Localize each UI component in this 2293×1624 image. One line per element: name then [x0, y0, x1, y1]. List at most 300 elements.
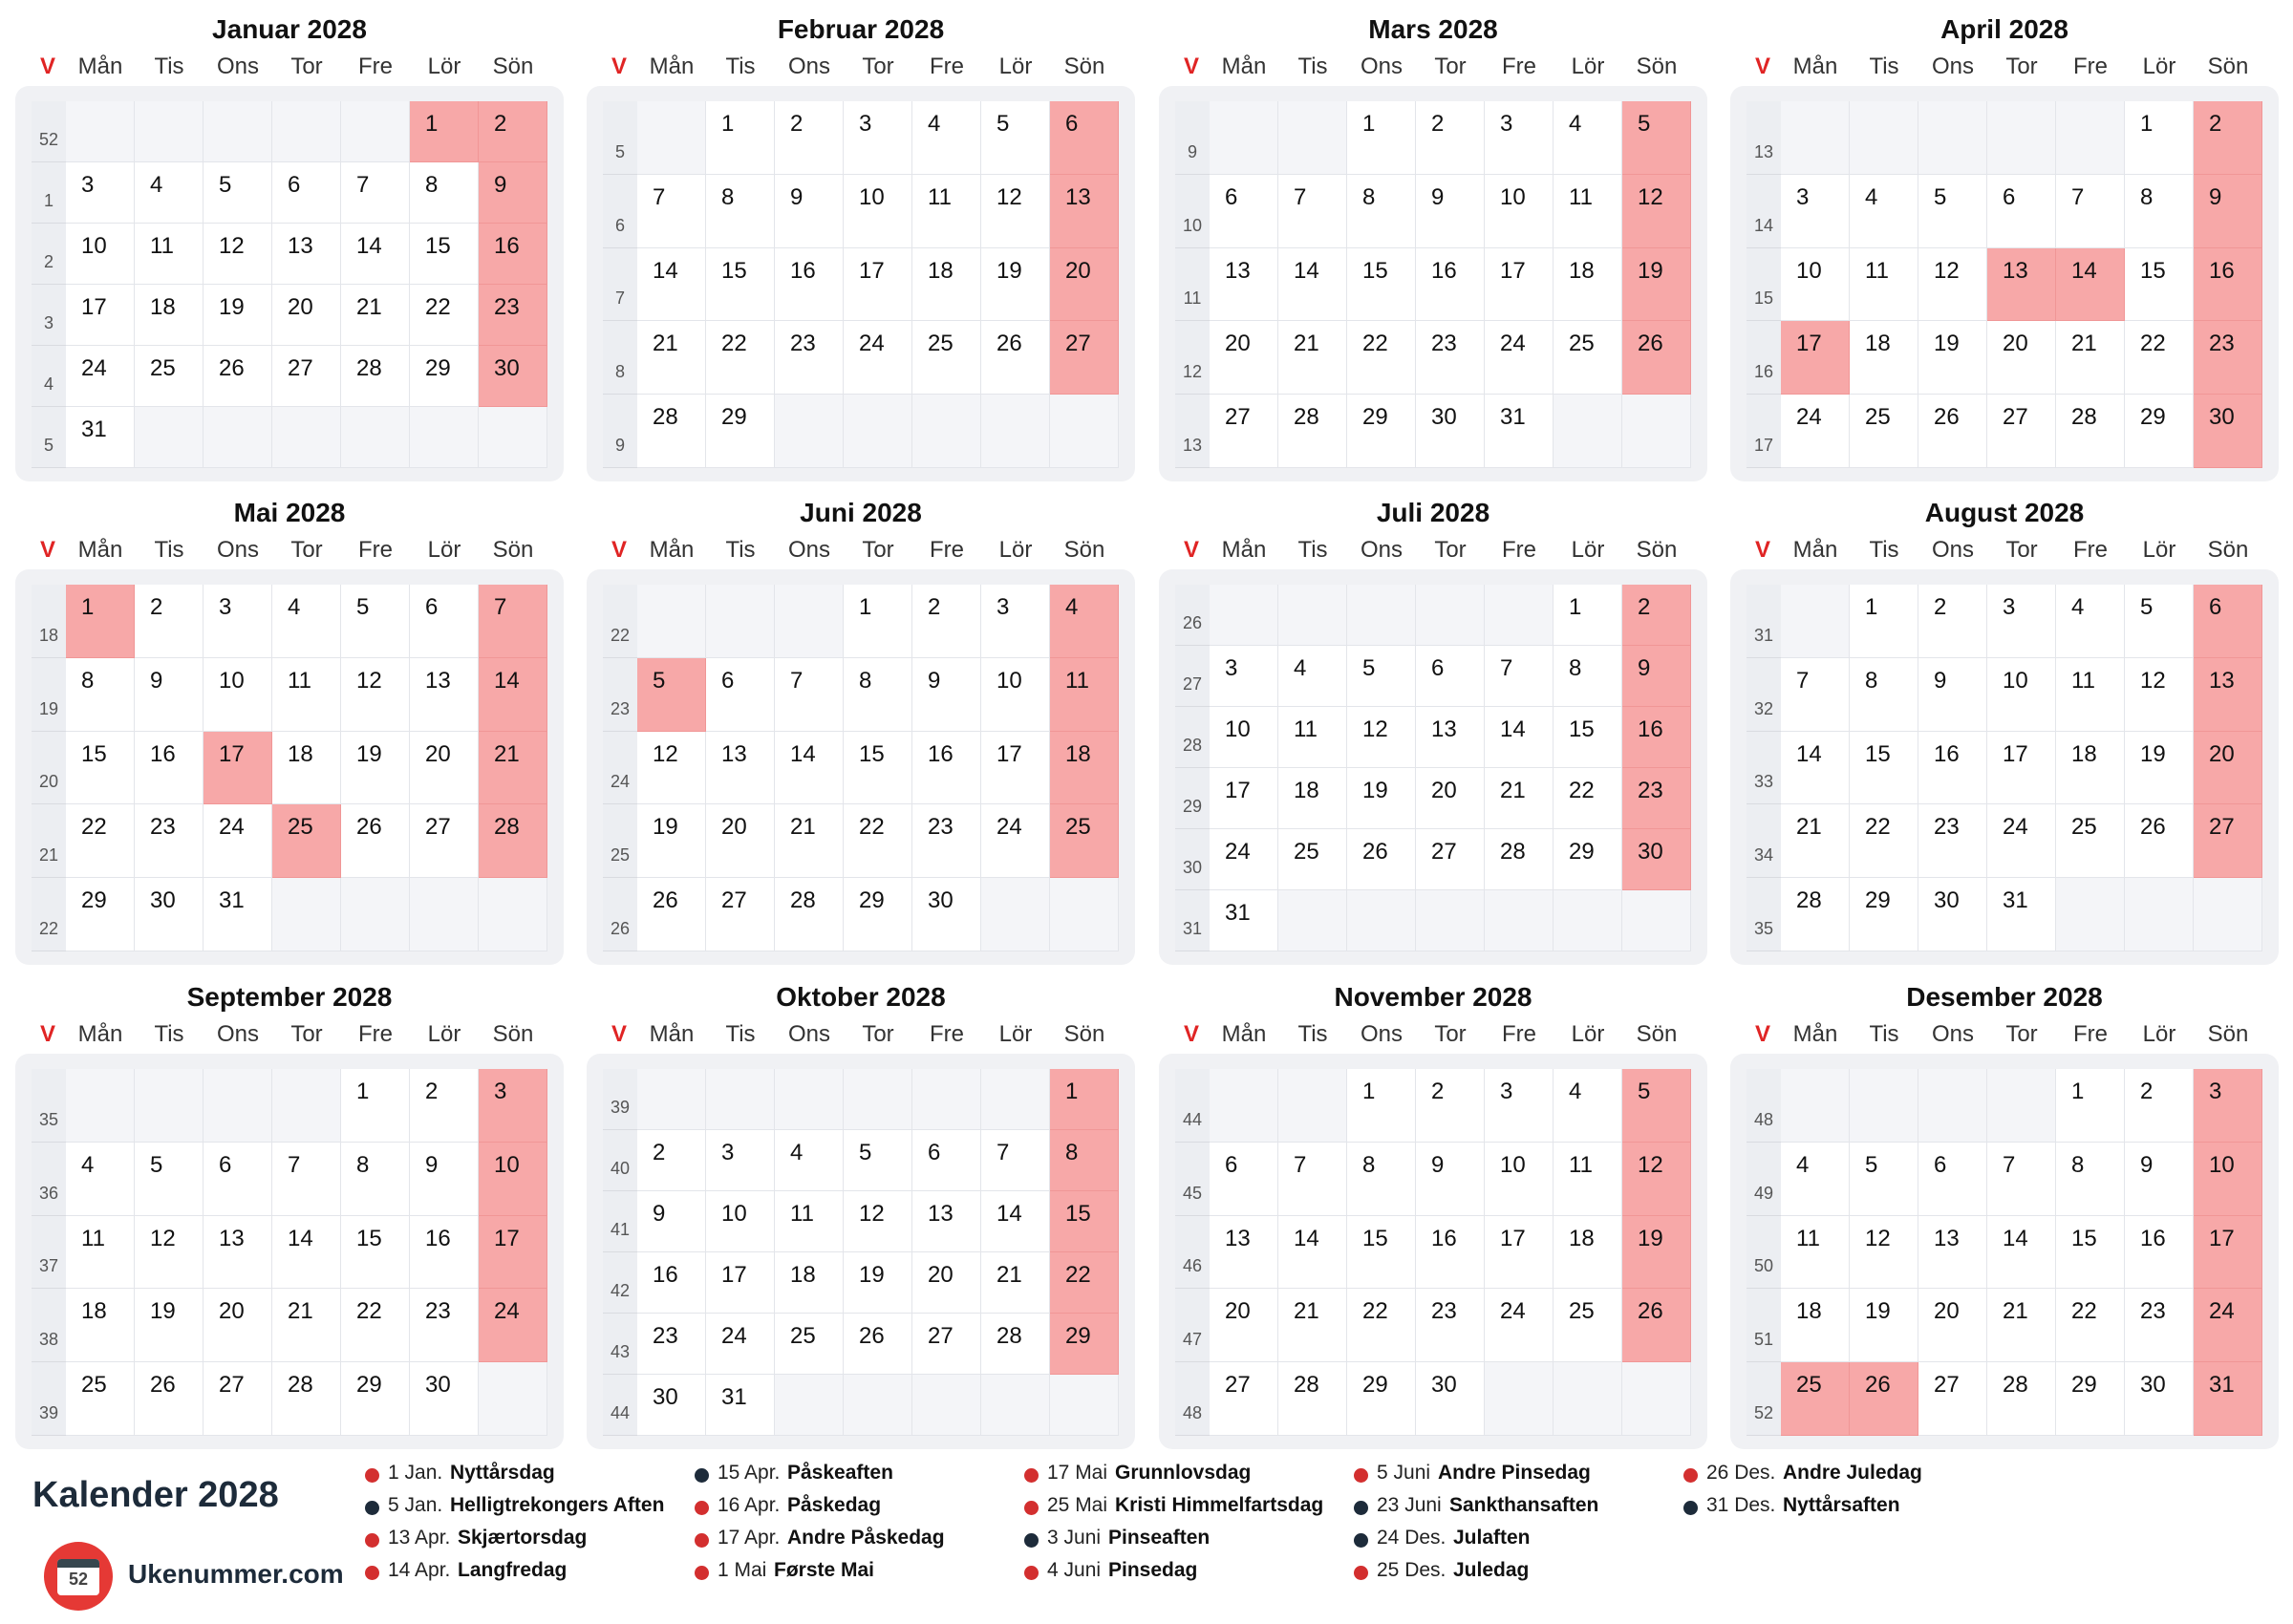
day-cell — [2056, 804, 2125, 878]
day-cell — [706, 878, 775, 951]
day-number: 4 — [2071, 594, 2085, 620]
day-number: 11 — [2071, 667, 2095, 694]
holiday-date: 17 Mai — [1047, 1462, 1108, 1484]
day-cell — [981, 804, 1050, 878]
day-number: 23 — [2140, 1298, 2166, 1325]
weekday-label: Tis — [725, 537, 756, 563]
day-number: 3 — [1796, 183, 1810, 210]
day-number: 16 — [790, 257, 816, 284]
day-cell — [912, 1191, 981, 1252]
day-number: 27 — [219, 1372, 245, 1399]
weekday-label: Tis — [1297, 537, 1328, 563]
day-cell — [1781, 878, 1850, 951]
week-number-text: 50 — [1753, 1256, 1774, 1276]
empty-cell — [1850, 101, 1918, 175]
weekday-label: Ons — [1360, 537, 1403, 563]
day-number: 6 — [1431, 655, 1445, 681]
weekday-label: Ons — [787, 1021, 830, 1047]
empty-cell — [981, 1375, 1050, 1436]
week-number — [603, 1375, 637, 1436]
month-title: November 2028 — [1334, 982, 1532, 1012]
empty-cell — [135, 407, 204, 468]
day-number: 6 — [2209, 594, 2222, 620]
day-cell — [2194, 1143, 2262, 1216]
day-number: 17 — [1796, 331, 1822, 357]
day-number: 15 — [1362, 1225, 1388, 1251]
holiday-date: 31 Des. — [1706, 1494, 1776, 1516]
week-number-text: 44 — [1182, 1109, 1203, 1129]
day-number: 5 — [219, 172, 232, 198]
weekday-label: Lör — [1571, 1021, 1605, 1047]
weekday-label: Fre — [930, 537, 964, 563]
week-number-text: 16 — [1753, 362, 1774, 382]
week-number — [1747, 1069, 1781, 1143]
day-number: 5 — [2140, 594, 2154, 620]
day-cell — [775, 248, 844, 322]
holiday-name: Pinseaften — [1108, 1527, 1211, 1549]
holiday-name: Påskedag — [787, 1494, 882, 1516]
day-number: 28 — [1294, 404, 1319, 431]
day-number: 2 — [150, 594, 163, 620]
day-cell — [1278, 707, 1347, 768]
day-number: 30 — [1934, 887, 1960, 914]
day-number: 24 — [494, 1298, 520, 1325]
day-number: 3 — [996, 594, 1010, 620]
day-cell — [1987, 175, 2056, 248]
day-number: 1 — [1865, 594, 1878, 620]
day-number: 8 — [721, 183, 735, 210]
day-number: 23 — [790, 331, 816, 357]
day-cell — [135, 1216, 204, 1290]
day-cell — [981, 101, 1050, 175]
weekday-header — [1159, 537, 1707, 566]
day-cell — [1622, 707, 1691, 768]
weekday-label: Tor — [1434, 53, 1467, 79]
day-number: 15 — [356, 1225, 382, 1251]
day-cell — [1210, 395, 1278, 468]
day-number: 20 — [928, 1262, 954, 1288]
day-number: 5 — [859, 1140, 872, 1165]
holiday-date: 5 Juni — [1377, 1462, 1431, 1484]
day-cell — [341, 285, 410, 346]
day-number: 26 — [653, 887, 678, 914]
day-cell — [1485, 1143, 1554, 1216]
empty-cell — [66, 101, 135, 162]
day-number: 3 — [81, 172, 95, 198]
holiday-dot-icon — [695, 1566, 709, 1580]
day-cell — [2056, 1362, 2125, 1436]
day-cell — [410, 1362, 479, 1436]
holiday-name: Første Mai — [774, 1559, 875, 1581]
day-cell — [637, 321, 706, 395]
day-number: 9 — [150, 667, 163, 694]
day-number: 7 — [996, 1140, 1010, 1165]
day-cell — [1347, 1289, 1416, 1362]
day-cell — [1347, 1362, 1416, 1436]
week-number — [603, 248, 637, 322]
day-number: 28 — [494, 814, 520, 841]
weekday-label: Lör — [1571, 537, 1605, 563]
day-cell — [1416, 321, 1485, 395]
month-grid — [1747, 585, 2262, 951]
day-cell — [775, 658, 844, 732]
weekday-label: Lör — [427, 53, 461, 79]
weekday-label: Lör — [998, 537, 1033, 563]
day-cell — [2125, 585, 2194, 658]
day-number: 22 — [1065, 1262, 1091, 1288]
day-cell — [341, 1362, 410, 1436]
weekday-label: Tor — [290, 53, 323, 79]
day-number: 8 — [356, 1151, 370, 1178]
day-cell — [66, 658, 135, 732]
day-number: 21 — [494, 740, 520, 767]
day-number: 15 — [721, 257, 747, 284]
day-number: 20 — [2209, 740, 2235, 767]
day-number: 8 — [1569, 655, 1582, 681]
weekday-label: Tis — [1297, 1021, 1328, 1047]
week-number-text: 10 — [1182, 215, 1203, 235]
day-number: 5 — [1865, 1151, 1878, 1178]
day-cell — [1987, 878, 2056, 951]
day-cell — [1050, 248, 1119, 322]
day-cell — [1987, 321, 2056, 395]
day-number: 25 — [2071, 814, 2097, 841]
day-number: 1 — [1362, 1079, 1376, 1104]
day-cell — [1210, 890, 1278, 951]
day-cell — [1622, 1069, 1691, 1143]
day-number: 21 — [288, 1298, 313, 1325]
day-cell — [775, 804, 844, 878]
empty-cell — [410, 407, 479, 468]
weekday-label: Sön — [492, 53, 534, 79]
day-cell — [1050, 658, 1119, 732]
day-cell — [775, 321, 844, 395]
week-number-text: 31 — [1753, 625, 1774, 645]
day-number: 16 — [494, 233, 520, 259]
day-number: 31 — [219, 887, 245, 914]
holiday-name: Julaften — [1453, 1527, 1531, 1549]
weekday-label: Lör — [2142, 53, 2176, 79]
day-cell — [1781, 175, 1850, 248]
month-grid — [32, 101, 547, 468]
day-number: 22 — [425, 294, 451, 320]
empty-cell — [479, 407, 547, 468]
week-number — [32, 285, 66, 346]
weekday-label: Sön — [492, 537, 534, 563]
day-cell — [479, 585, 547, 658]
day-number: 25 — [1569, 331, 1595, 357]
day-number: 15 — [1569, 716, 1595, 742]
day-cell — [1987, 732, 2056, 805]
day-number: 1 — [425, 111, 439, 137]
week-column-label: V — [611, 537, 627, 563]
weekday-header — [1730, 1021, 2279, 1050]
week-number — [32, 658, 66, 732]
site-name[interactable]: Ukenummer.com — [128, 1559, 344, 1589]
day-number: 2 — [928, 594, 941, 620]
day-cell — [204, 658, 272, 732]
day-cell — [66, 346, 135, 407]
weekday-label: Ons — [216, 53, 259, 79]
week-number-text: 9 — [1187, 141, 1197, 161]
day-number: 5 — [1638, 1079, 1651, 1104]
weekday-label: Fre — [358, 1021, 393, 1047]
day-number: 18 — [1294, 778, 1319, 803]
day-cell — [2194, 175, 2262, 248]
holiday-dot-icon — [1354, 1566, 1368, 1580]
day-cell — [1781, 395, 1850, 468]
day-number: 20 — [288, 294, 313, 320]
day-cell — [341, 1289, 410, 1362]
day-cell — [637, 1314, 706, 1375]
week-number — [32, 101, 66, 162]
day-number: 13 — [1225, 257, 1251, 284]
empty-cell — [1278, 890, 1347, 951]
day-cell — [272, 1216, 341, 1290]
weekday-label: Ons — [1931, 53, 1974, 79]
day-number: 10 — [2209, 1151, 2235, 1178]
week-number — [1747, 732, 1781, 805]
day-cell — [1918, 1216, 1987, 1290]
day-cell — [706, 1375, 775, 1436]
day-cell — [479, 1216, 547, 1290]
empty-cell — [204, 407, 272, 468]
day-number: 4 — [81, 1151, 95, 1178]
week-number — [1747, 175, 1781, 248]
day-number: 12 — [1934, 257, 1960, 284]
day-number: 15 — [1065, 1201, 1091, 1227]
day-cell — [706, 1130, 775, 1191]
day-cell — [1347, 829, 1416, 890]
weekday-label: Mån — [1792, 537, 1838, 563]
empty-cell — [1987, 1069, 2056, 1143]
day-number: 11 — [1294, 716, 1318, 742]
holiday-date: 13 Apr. — [388, 1527, 451, 1549]
day-cell — [1050, 1069, 1119, 1130]
day-cell — [204, 1289, 272, 1362]
week-number-text: 15 — [1753, 288, 1774, 309]
day-number: 31 — [2209, 1372, 2235, 1399]
weekday-label: Tis — [1869, 537, 1899, 563]
week-number-text: 5 — [43, 436, 54, 455]
empty-cell — [844, 395, 912, 468]
day-cell — [1554, 768, 1622, 829]
weekday-label: Lör — [998, 53, 1033, 79]
day-cell — [1987, 1362, 2056, 1436]
day-cell — [2056, 1143, 2125, 1216]
day-number: 9 — [653, 1201, 666, 1227]
day-number: 2 — [1431, 1079, 1445, 1104]
logo-number: 52 — [68, 1570, 89, 1589]
day-cell — [1347, 646, 1416, 707]
week-number-text: 3 — [43, 313, 54, 332]
day-cell — [637, 804, 706, 878]
day-cell — [1622, 585, 1691, 646]
day-cell — [1416, 395, 1485, 468]
day-cell — [1347, 175, 1416, 248]
day-cell — [272, 1143, 341, 1216]
day-cell — [204, 224, 272, 285]
weekday-header — [15, 537, 564, 566]
day-cell — [1416, 829, 1485, 890]
day-cell — [2125, 1289, 2194, 1362]
day-number: 2 — [2140, 1079, 2154, 1104]
holiday-dot-icon — [1354, 1468, 1368, 1483]
month-grid — [603, 585, 1119, 951]
day-cell — [204, 1143, 272, 1216]
week-number — [32, 732, 66, 805]
week-number — [1175, 707, 1210, 768]
day-cell — [1210, 321, 1278, 395]
week-number-text: 31 — [1182, 919, 1203, 938]
day-cell — [2056, 1289, 2125, 1362]
day-number: 31 — [1225, 900, 1251, 926]
day-number: 6 — [928, 1140, 941, 1165]
week-number-text: 49 — [1753, 1183, 1774, 1203]
day-cell — [1416, 1143, 1485, 1216]
day-number: 3 — [1225, 655, 1238, 681]
day-cell — [1485, 1289, 1554, 1362]
empty-cell — [1050, 1375, 1119, 1436]
day-cell — [1850, 1216, 1918, 1290]
day-number: 25 — [81, 1372, 107, 1399]
day-number: 17 — [81, 294, 107, 320]
week-number-text: 9 — [614, 435, 625, 455]
day-number: 30 — [1431, 1372, 1457, 1399]
day-number: 19 — [859, 1262, 885, 1288]
weekday-label: Mån — [77, 537, 123, 563]
holiday-dot-icon — [1683, 1501, 1698, 1515]
day-cell — [66, 1143, 135, 1216]
day-number: 26 — [1934, 404, 1960, 431]
day-number: 5 — [996, 111, 1010, 137]
day-number: 26 — [1638, 331, 1663, 357]
day-number: 1 — [1569, 594, 1582, 620]
day-number: 13 — [2003, 257, 2028, 284]
empty-cell — [2056, 878, 2125, 951]
day-number: 23 — [1638, 778, 1663, 803]
day-cell — [66, 585, 135, 658]
day-number: 10 — [1796, 257, 1822, 284]
holiday-date: 4 Juni — [1047, 1559, 1102, 1581]
day-number: 2 — [1638, 594, 1651, 620]
day-cell — [479, 658, 547, 732]
day-cell — [410, 285, 479, 346]
empty-cell — [1987, 101, 2056, 175]
weekday-label: Mån — [649, 1021, 695, 1047]
day-number: 9 — [2140, 1151, 2154, 1178]
day-cell — [1987, 1143, 2056, 1216]
day-number: 22 — [356, 1298, 382, 1325]
day-number: 7 — [288, 1151, 301, 1178]
day-number: 30 — [494, 355, 520, 381]
day-cell — [272, 224, 341, 285]
day-cell — [1850, 585, 1918, 658]
holiday-dot-icon — [695, 1501, 709, 1515]
holiday-dot-icon — [1024, 1533, 1039, 1548]
weekday-label: Ons — [787, 537, 830, 563]
day-cell — [1347, 101, 1416, 175]
week-number — [1175, 646, 1210, 707]
day-number: 13 — [1225, 1225, 1251, 1251]
empty-cell — [1781, 1069, 1850, 1143]
empty-cell — [844, 1069, 912, 1130]
empty-cell — [1850, 1069, 1918, 1143]
day-cell — [775, 101, 844, 175]
day-cell — [1554, 175, 1622, 248]
day-number: 19 — [1362, 778, 1388, 803]
day-cell — [1485, 395, 1554, 468]
day-cell — [637, 1130, 706, 1191]
week-number-text: 24 — [610, 772, 631, 792]
week-number-text: 29 — [1182, 797, 1203, 816]
day-cell — [912, 175, 981, 248]
day-cell — [1485, 1069, 1554, 1143]
day-number: 22 — [859, 814, 885, 841]
weekday-label: Tor — [862, 53, 894, 79]
month-grid — [32, 585, 547, 951]
month-grid — [32, 1069, 547, 1436]
day-cell — [204, 878, 272, 951]
week-number — [1175, 1362, 1210, 1436]
day-cell — [706, 804, 775, 878]
day-cell — [410, 224, 479, 285]
month-grid — [1747, 1069, 2262, 1436]
day-number: 16 — [1638, 716, 1663, 742]
week-column-label: V — [39, 53, 55, 79]
empty-cell — [1918, 101, 1987, 175]
week-number-text: 19 — [38, 698, 59, 718]
day-cell — [1416, 1289, 1485, 1362]
day-number: 17 — [996, 740, 1022, 767]
day-number: 25 — [1065, 814, 1091, 841]
day-number: 7 — [1500, 655, 1513, 681]
day-number: 29 — [425, 355, 451, 381]
day-number: 4 — [150, 172, 163, 198]
day-cell — [706, 658, 775, 732]
weekday-label: Fre — [2073, 53, 2108, 79]
day-cell — [912, 101, 981, 175]
holiday-dot-icon — [1683, 1468, 1698, 1483]
day-number: 2 — [425, 1079, 439, 1104]
day-cell — [775, 1252, 844, 1314]
day-number: 20 — [219, 1298, 245, 1325]
weekday-label: Tis — [725, 53, 756, 79]
day-cell — [1485, 829, 1554, 890]
day-number: 8 — [2140, 183, 2154, 210]
day-cell — [1987, 395, 2056, 468]
day-cell — [272, 804, 341, 878]
day-cell — [2056, 585, 2125, 658]
week-number-text: 52 — [38, 130, 59, 149]
empty-cell — [410, 878, 479, 951]
day-number: 28 — [790, 887, 816, 914]
day-cell — [2194, 732, 2262, 805]
day-cell — [1554, 829, 1622, 890]
empty-cell — [637, 585, 706, 658]
day-number: 3 — [219, 594, 232, 620]
week-number-text: 40 — [610, 1159, 631, 1178]
day-number: 22 — [1865, 814, 1891, 841]
day-number: 17 — [1500, 257, 1526, 284]
day-number: 12 — [1362, 716, 1388, 742]
day-cell — [1416, 707, 1485, 768]
day-number: 4 — [1294, 655, 1307, 681]
weekday-label: Fre — [2073, 1021, 2108, 1047]
day-cell — [2125, 321, 2194, 395]
day-number: 24 — [1225, 839, 1251, 865]
day-number: 13 — [721, 740, 747, 767]
